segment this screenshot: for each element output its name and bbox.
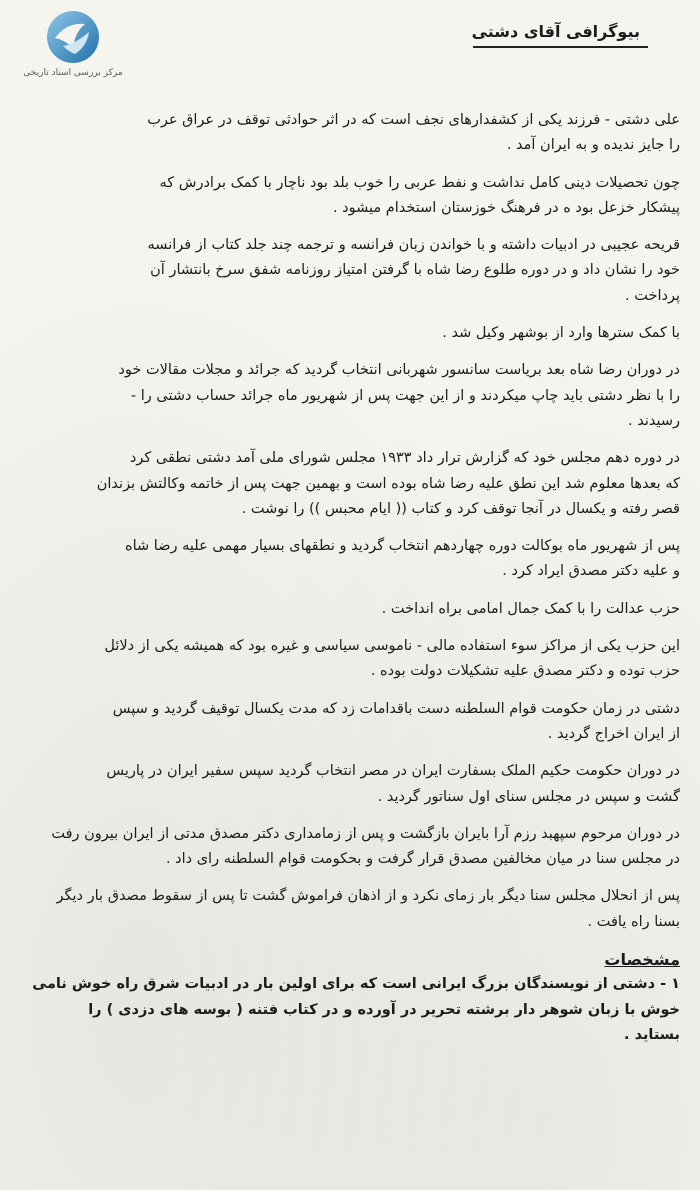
archive-caption: مرکز بررسی اسناد تاریخی [23,68,123,78]
text-line: پرداخت . [625,287,680,304]
text-line: بسنا راه یافت . [587,913,680,930]
characteristic-line: بستاید . [624,1026,680,1043]
text-line: قریحه عجیبی در ادبیات داشته و با خواندن زبان فرانسه و ترجمه چند جلد کتاب از فرانسه [147,237,680,254]
paragraph [30,634,680,685]
text-line: در دوره دهم مجلس خود که گزارش ترار داد ۱۹۳۳ مجلس شورای ملی آمد دشتی نطقی کرد [129,450,680,467]
document-body [30,108,680,1048]
archive-logo [18,8,128,86]
text-line: و علیه دکتر مصدق ایراد کرد . [502,563,680,580]
text-line: در مجلس سنا در میان مخالفین مصدق قرار گرفت و بحکومت قوام السلطنه رای داد . [165,851,680,868]
paragraph [30,171,680,222]
text-line: حزب عدالت را با کمک جمال امامی براه انداخت . [381,600,680,617]
title-underline [473,46,648,48]
archive-emblem-icon [41,8,105,66]
text-line: گشت و سپس در مجلس سنای اول سناتور گردید . [377,788,680,805]
paragraph [30,446,680,522]
paragraph [30,822,680,873]
text-line: علی دشتی - فرزند یکی از کشفدارهای نجف است که در اثر حوادثی توقف در عراق عرب [147,112,680,128]
text-line: این حزب یکی از مراکز سوء استفاده مالی - ناموسی سیاسی و غیره بود که همیشه یکی از دلائل [104,638,680,655]
text-line: را با نظر دشتی باید چاپ میکردند و از این جهت پس از شهریور ماه جرائد حساب دشتی را - [130,387,680,404]
paragraph [30,597,680,622]
text-line: قصر رفته و یکسال در آنجا توقف کرد و کتاب (( ایام محبس )) را نوشت . [241,500,680,517]
text-line: با کمک سترها وارد از بوشهر وکیل شد . [442,325,680,342]
characteristic-line: خوش با زبان شوهر دار برشته تحریر در آورده و در کتاب فتنه ( بوسه های دزدی ) را [88,1001,680,1018]
text-line: را جایز ندیده و به ایران آمد . [506,137,680,154]
text-line: خود را نشان داد و در دوره طلوع رضا شاه با گرفتن امتیاز روزنامه شفق سرخ بانتشار آن [150,262,680,279]
paragraph [30,534,680,585]
text-line: که بعدها معلوم شد این نطق علیه رضا شاه بوده است و بهمین جهت پس از خاتمه وکالتش بزندان [96,475,680,492]
paragraph [30,759,680,810]
paragraph [30,321,680,346]
document-title: بیوگرافی آقای دشتی [471,22,640,41]
paragraph [30,358,680,434]
text-line: پس از انحلال مجلس سنا دیگر بار زمای نکرد و از اذهان فراموش گشت تا پس از سقوط مصدق بار دیگر [56,888,680,905]
characteristic-line: ۱ - دشتی از نویسندگان بزرگ ایرانی است که برای اولین بار در ادبیات شرق راه خوش نامی [32,976,680,993]
text-line: در دوران مرحوم سپهبد رزم آرا بایران بازگشت و پس از زمامداری دکتر مصدق مدتی از ایران بیرون رفت [51,825,680,842]
text-line: چون تحصیلات دینی کامل نداشت و نفط عربی را خوب بلد بود ناچار با کمک برادرش که [159,174,680,191]
text-line: پیشکار خزعل بود ه در فرهنگ خوزستان استخدام میشود . [332,199,680,216]
text-line: دشتی در زمان حکومت قوام السلطنه دست باقدامات زد که مدت یکسال توقیف گردید و سپس [112,700,680,717]
section-heading: مشخصات [604,950,680,970]
text-line: از ایران اخراج گردید . [547,725,680,742]
paragraph [30,884,680,935]
text-line: حزب توده و دکتر مصدق علیه تشکیلات دولت بوده . [370,663,680,680]
text-line: در دوران رضا شاه بعد بریاست سانسور شهربانی انتخاب گردید که جرائد و مجلات مقالات خود [118,362,680,379]
text-line: در دوران حکومت حکیم الملک بسفارت ایران در مصر انتخاب گردید سپس سفیر ایران در پاریس [106,763,680,780]
paragraph [30,233,680,309]
text-line: پس از شهریور ماه بوکالت دوره چهاردهم انتخاب گردید و نطقهای بسیار مهمی علیه رضا شاه [125,538,680,555]
text-line: رسیدند . [627,412,680,429]
paragraph [30,108,680,159]
paragraph [30,697,680,748]
